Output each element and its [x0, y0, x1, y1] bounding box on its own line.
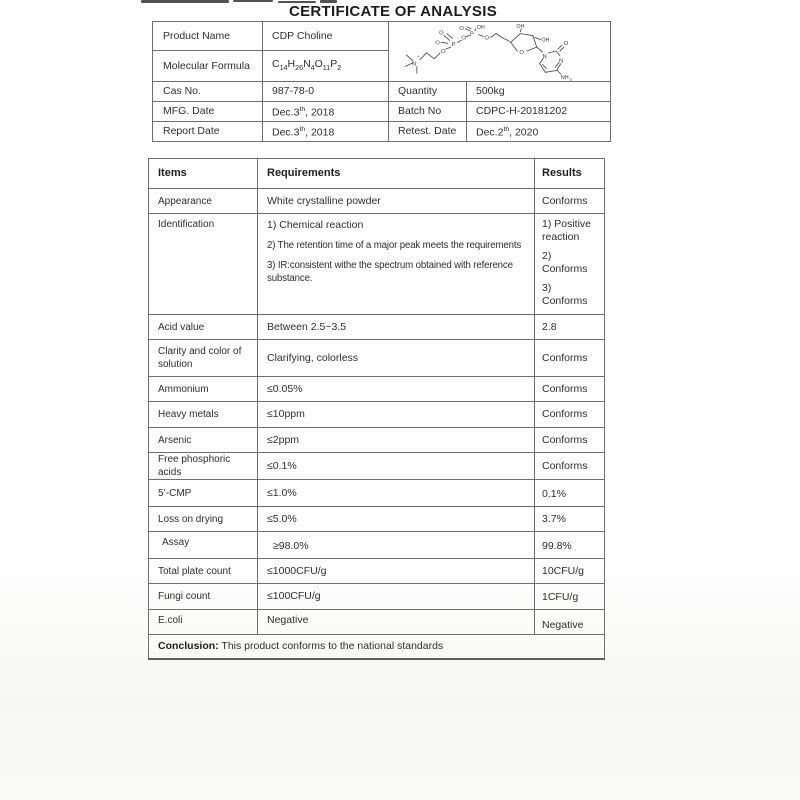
spec-row-clarity — [149, 340, 605, 377]
spec-requirement: ≤0.1% — [258, 453, 535, 480]
result-line: 2) Conforms — [542, 250, 588, 275]
spec-requirement: ≤1000CFU/g — [258, 559, 535, 584]
conclusion-value: This product conforms to the national standards — [218, 639, 444, 652]
spec-item: Assay — [149, 532, 258, 559]
spec-result — [535, 214, 605, 315]
atom-label: O — [460, 35, 466, 42]
spec-item: 5’-CMP — [149, 480, 258, 507]
spec-row-total-plate-count — [149, 559, 605, 584]
spec-result: Conforms — [535, 377, 605, 402]
spec-row-ecoli — [149, 610, 605, 635]
spec-row-arsenic — [149, 428, 605, 453]
spec-requirement: ≤0.05% — [258, 377, 535, 402]
atom-label: OH — [541, 37, 550, 44]
spec-result: 2.8 — [535, 315, 605, 340]
quantity-label: Quantity — [389, 82, 467, 102]
spec-row-ammonium — [149, 377, 605, 402]
report-date-value: Dec.3th, 2018 — [263, 122, 389, 142]
document-title: CERTIFICATE OF ANALYSIS — [288, 3, 498, 20]
result-line: 1) Positive reaction — [542, 218, 592, 243]
cas-label: Cas No. — [153, 82, 263, 102]
spec-row-heavy-metals — [149, 402, 605, 428]
molecular-structure — [389, 22, 611, 82]
spec-row-assay — [149, 532, 605, 559]
info-row-cas — [153, 82, 611, 102]
atom-label: N — [542, 53, 547, 60]
spec-row-acid-value — [149, 315, 605, 340]
info-row-mfg — [153, 102, 611, 122]
header-items: Items — [149, 159, 258, 189]
requirement-line: 2) The retention time of a major peak meets the requirements — [267, 240, 522, 251]
cas-value: 987-78-0 — [263, 82, 389, 102]
atom-label: O — [440, 48, 446, 55]
result-line: 3) Conforms — [542, 282, 588, 307]
info-row-product-name — [153, 22, 611, 51]
product-info-table — [152, 21, 611, 142]
spec-requirement: ≤10ppm — [258, 402, 535, 428]
spec-result: 10CFU/g — [535, 559, 605, 584]
molecular-formula-value: $C_{14}H_{26}N_4O_{11}P_2$ — [263, 51, 389, 82]
requirement-line: 1) Chemical reaction — [267, 219, 364, 231]
atom-label: N — [411, 61, 416, 68]
atom-label: OH — [515, 23, 524, 30]
spec-row-5-cmp — [149, 480, 605, 507]
atom-label: O — [518, 49, 524, 56]
quantity-value: 500kg — [467, 82, 611, 102]
retest-date-label: Retest. Date — [389, 122, 467, 142]
spec-row-free-phosphoric-acids — [149, 453, 605, 480]
spec-item: Clarity and color of solution — [149, 340, 258, 377]
atom-label: O — [434, 40, 440, 47]
product-name-value: CDP Choline — [263, 22, 389, 51]
atom-label: OH — [476, 24, 485, 31]
spec-row-identification — [149, 214, 605, 315]
spec-result: 3.7% — [535, 507, 605, 532]
spec-requirement — [258, 214, 535, 315]
spec-result: Negative — [535, 610, 605, 635]
spec-requirement: Negative — [258, 610, 535, 635]
header-results: Results — [535, 159, 605, 189]
atom-label: 2 — [569, 76, 572, 81]
spec-item: Loss on drying — [149, 507, 258, 532]
spec-item: Acid value — [149, 315, 258, 340]
atom-label: P — [451, 42, 456, 49]
atom-label: N — [558, 58, 563, 65]
spec-result: 1CFU/g — [535, 584, 605, 610]
report-date-label: Report Date — [153, 122, 263, 142]
spec-requirement: Clarifying, colorless — [258, 340, 535, 377]
spec-row-fungi-count — [149, 584, 605, 610]
batch-value: CDPC-H-20181202 — [467, 102, 611, 122]
specification-table — [148, 158, 605, 660]
spec-item: E.coli — [149, 610, 258, 635]
conclusion-label: Conclusion: — [158, 639, 219, 652]
spec-requirement: Between 2.5~3.5 — [258, 315, 535, 340]
atom-label: P — [469, 31, 474, 38]
spec-result: Conforms — [535, 189, 605, 214]
cdp-choline-structure-icon — [390, 23, 610, 81]
spec-item: Identification — [149, 214, 258, 315]
spec-result: 0.1% — [535, 480, 605, 507]
atom-label: O — [458, 25, 464, 32]
atom-label: + — [416, 53, 419, 59]
conclusion-text — [149, 635, 605, 659]
spec-row-loss-on-drying — [149, 507, 605, 532]
header-requirements: Requirements — [258, 159, 535, 189]
molecular-formula-label: Molecular Formula — [153, 51, 263, 82]
spec-item: Total plate count — [149, 559, 258, 584]
atom-label: O — [438, 30, 444, 37]
spec-requirement: ≤100CFU/g — [258, 584, 535, 610]
atom-label: NH — [560, 75, 569, 81]
retest-date-value: Dec.2th, 2020 — [467, 122, 611, 142]
spec-result: Conforms — [535, 453, 605, 480]
spec-item: Arsenic — [149, 428, 258, 453]
spec-result: Conforms — [535, 402, 605, 428]
scan-artifact — [233, 0, 273, 2]
spec-row-appearance — [149, 189, 605, 214]
spec-requirement: ≤5.0% — [258, 507, 535, 532]
info-row-report — [153, 122, 611, 142]
mfg-date-value: Dec.3th, 2018 — [263, 102, 389, 122]
atom-label: O — [484, 35, 489, 42]
spec-result: 99.8% — [535, 532, 605, 559]
spec-item: Free phosphoric acids — [149, 453, 258, 480]
atom-label: O — [563, 41, 568, 48]
spec-result: Conforms — [535, 428, 605, 453]
spec-requirement: ≤1.0% — [258, 480, 535, 507]
spec-requirement: ≥98.0% — [258, 532, 535, 559]
requirement-line: 3) IR:consistent withe the spectrum obtained with reference substance. — [267, 260, 513, 284]
mfg-date-label: MFG. Date — [153, 102, 263, 122]
spec-requirement: White crystalline powder — [258, 189, 535, 214]
spec-item: Fungi count — [149, 584, 258, 610]
product-name-label: Product Name — [153, 22, 263, 51]
spec-item: Appearance — [149, 189, 258, 214]
batch-label: Batch No — [389, 102, 467, 122]
spec-requirement: ≤2ppm — [258, 428, 535, 453]
spec-item: Heavy metals — [149, 402, 258, 428]
spec-header-row — [149, 159, 605, 189]
spec-result: Conforms — [535, 340, 605, 377]
spec-item: Ammonium — [149, 377, 258, 402]
conclusion-row — [149, 635, 605, 659]
